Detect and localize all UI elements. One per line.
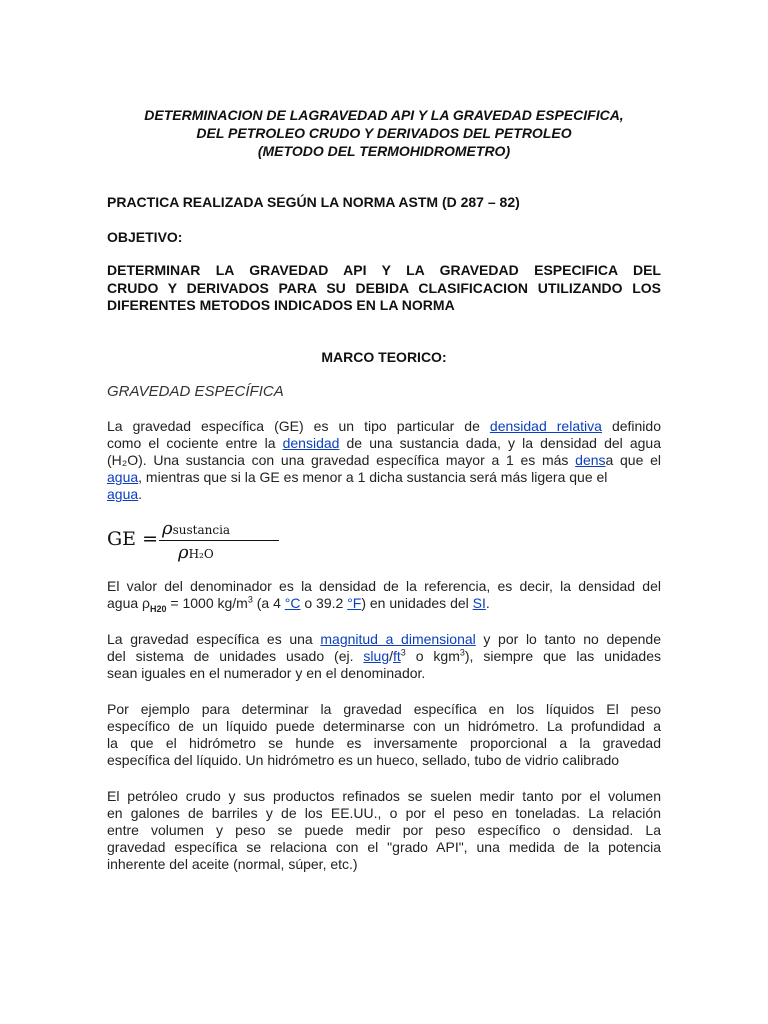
title-line-2: DEL PETROLEO CRUDO Y DERIVADOS DEL PETROLEO bbox=[196, 125, 572, 141]
paragraph-hydrometer bbox=[107, 701, 661, 769]
objective-line-2: CRUDO Y DERIVADOS PARA SU DEBIDA CLASIFICACION UTILIZANDO LOS bbox=[107, 279, 661, 296]
p1-line-1 bbox=[107, 418, 661, 435]
specific-gravity-formula bbox=[107, 520, 307, 570]
numerator-subscript: sustancia bbox=[172, 523, 231, 537]
document-title bbox=[107, 106, 661, 160]
link-slug[interactable]: slug bbox=[363, 648, 390, 664]
p1-text-a: La gravedad específica (GE) es un tipo particular de bbox=[107, 418, 490, 434]
p3-text-d: o kgm bbox=[405, 648, 460, 664]
paragraph-crude-oil bbox=[107, 788, 661, 873]
p2-text-b: agua ρ bbox=[107, 595, 150, 611]
p5-line-4: gravedad específica se relaciona con el "grado API", una medida de la potencia bbox=[107, 839, 661, 855]
p4-line-4: específica del líquido. Un hidrómetro es un hueco, sellado, tubo de vidrio calibrado bbox=[107, 752, 620, 768]
p3-line-2 bbox=[107, 648, 661, 665]
p1-text-h: . bbox=[138, 486, 143, 502]
denominator-symbol: ρ bbox=[178, 542, 189, 563]
title-line-3: (METODO DEL TERMOHIDROMETRO) bbox=[257, 143, 511, 159]
p5-line-5: inherente del aceite (normal, súper, etc.) bbox=[107, 856, 358, 872]
objective-label: OBJETIVO: bbox=[107, 229, 183, 245]
link-densidad[interactable]: densidad bbox=[282, 435, 340, 451]
p3-text-c: del sistema de unidades usado (ej. bbox=[107, 648, 364, 664]
fraction-bar bbox=[159, 540, 279, 541]
p2-line-1: El valor del denominador es la densidad de la referencia, es decir, la densidad del bbox=[107, 578, 661, 594]
section-title: GRAVEDAD ESPECÍFICA bbox=[107, 383, 284, 400]
p4-line-3: la que el hidrómetro se hunde es inversamente proporcional a la gravedad bbox=[107, 735, 661, 751]
numerator-symbol: ρ bbox=[162, 518, 173, 539]
p1-text-b: definido bbox=[601, 418, 661, 434]
p1-text-g: , mientras que si la GE es menor a 1 dicha sustancia será más ligera que el bbox=[138, 469, 608, 485]
p1-text-e: (H₂O). Una sustancia con una gravedad específica mayor a 1 es más bbox=[107, 452, 576, 468]
p3-text-a: La gravedad específica es una bbox=[107, 631, 321, 647]
link-celsius[interactable]: °C bbox=[284, 595, 301, 611]
paragraph-definition bbox=[107, 418, 661, 503]
p2-line-2 bbox=[107, 595, 661, 612]
objective-line-1: DETERMINAR LA GRAVEDAD API Y LA GRAVEDAD ESPECIFICA DEL bbox=[107, 262, 661, 278]
p1-line-2 bbox=[107, 435, 661, 452]
p2-text-d: (a 4 bbox=[252, 595, 285, 611]
objective-text bbox=[107, 262, 661, 315]
p5-line-3: entre volumen y peso se puede medir por peso específico o densidad. La bbox=[107, 822, 661, 838]
p4-line-2: específico de un líquido puede determinarse con un hidrómetro. La profundidad a bbox=[107, 718, 661, 734]
p1-line-4 bbox=[107, 469, 661, 486]
p2-text-e: o 39.2 bbox=[300, 595, 348, 611]
title-line-1: DETERMINACION DE LAGRAVEDAD API Y LA GRAVEDAD ESPECIFICA, bbox=[144, 107, 624, 123]
p1-text-d: de una sustancia dada, y la densidad del agua bbox=[339, 435, 661, 451]
practice-heading: PRACTICA REALIZADA SEGÚN LA NORMA ASTM (D 287 – 82) bbox=[107, 194, 520, 210]
p3-text-b: y por lo tanto no depende bbox=[475, 631, 661, 647]
objective-line-3: DIFERENTES METODOS INDICADOS EN LA NORMA bbox=[107, 297, 455, 313]
link-si[interactable]: SI bbox=[472, 595, 486, 611]
p1-text-c: como el cociente entre la bbox=[107, 435, 283, 451]
p3-kgm-superscript: 3 bbox=[459, 647, 465, 658]
formula-denominator bbox=[178, 542, 214, 563]
link-fahrenheit[interactable]: °F bbox=[347, 595, 362, 611]
p4-line-1: Por ejemplo para determinar la gravedad específica en los líquidos El peso bbox=[107, 701, 661, 717]
p1-text-f: a que el bbox=[605, 452, 661, 468]
p2-text-c: = 1000 kg/m bbox=[166, 595, 248, 611]
link-densidad-relativa[interactable]: densidad relativa bbox=[489, 418, 602, 434]
p3-line-3: sean iguales en el numerador y en el denominador. bbox=[107, 665, 426, 681]
p3-text-e: ), siempre que las unidades bbox=[464, 648, 661, 664]
paragraph-dimensionless bbox=[107, 631, 661, 682]
p2-subscript: H20 bbox=[150, 603, 167, 614]
p2-superscript: 3 bbox=[247, 594, 253, 605]
marco-teorico-heading: MARCO TEORICO: bbox=[321, 349, 447, 365]
p1-line-5 bbox=[107, 486, 661, 503]
p3-ft-superscript: 3 bbox=[400, 647, 406, 658]
p2-text-f: ) en unidades del bbox=[361, 595, 473, 611]
formula-lhs: GE = bbox=[107, 528, 159, 550]
link-agua-2[interactable]: agua bbox=[107, 486, 139, 502]
p1-line-3 bbox=[107, 452, 661, 469]
link-dens[interactable]: dens bbox=[575, 452, 606, 468]
link-ft[interactable]: ft bbox=[393, 648, 401, 664]
paragraph-denominator bbox=[107, 578, 661, 612]
link-magnitud-adimensional[interactable]: magnitud a dimensional bbox=[320, 631, 476, 647]
denominator-subscript: H₂O bbox=[188, 547, 214, 561]
p5-line-1: El petróleo crudo y sus productos refinados se suelen medir tanto por el volumen bbox=[107, 788, 661, 804]
link-agua-1[interactable]: agua bbox=[107, 469, 139, 485]
p5-line-2: en galones de barriles y de los EE.UU., o por el peso en toneladas. La relación bbox=[107, 805, 661, 821]
formula-numerator bbox=[162, 518, 230, 539]
p2-text-g: . bbox=[485, 595, 490, 611]
p3-slash: / bbox=[389, 648, 393, 664]
p3-line-1 bbox=[107, 631, 661, 648]
